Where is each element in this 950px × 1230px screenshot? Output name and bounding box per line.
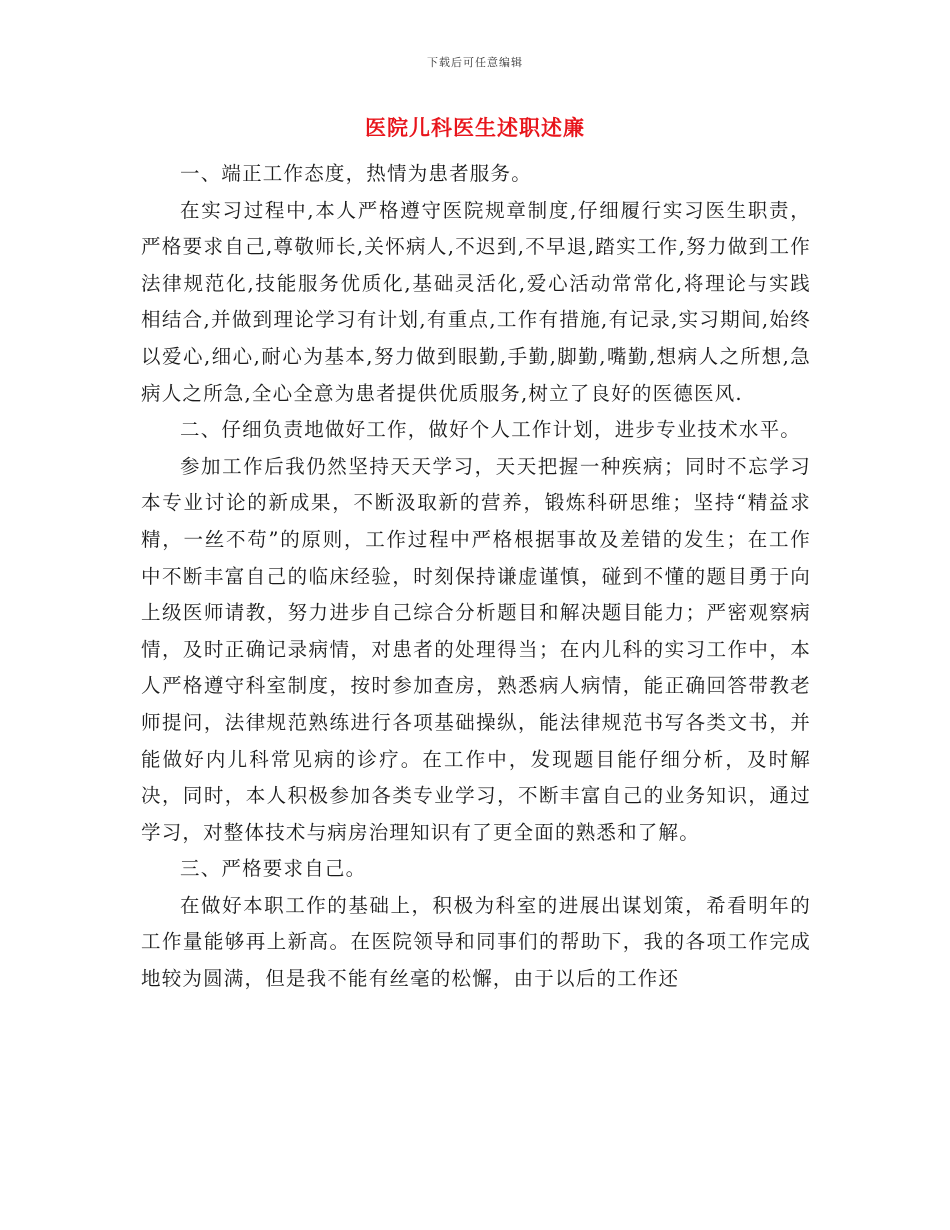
section-heading-3: 三、严格要求自己。 bbox=[180, 857, 367, 881]
paragraph-3: 在做好本职工作的基础上，积极为科室的进展出谋划策，希看明年的工作量能够再上新高。在医院领导和同事们的帮助下，我的各项工作完成地较为圆满，但是我不能有丝毫的松懈，由于以后的工作还 bbox=[141, 893, 811, 991]
paragraph-2: 参加工作后我仍然坚持天天学习，天天把握一种疾病；同时不忘学习本专业讨论的新成果，不断汲取新的营养，锻炼科研思维；坚持“精益求精，一丝不苟”的原则，工作过程中严格根据事故及差错的发生；在工作中不断丰富自己的临床经验，时刻保持谦虚谨慎，碰到不懂的题目勇于向上级医师请教，努力进步自己综合分析题目和解决题目能力；严密观察病情，及时正确记录病情，对患者的处理得当；在内儿科的实习工作中，本人严格遵守科室制度，按时参加查房，熟悉病人病情，能正确回答带教老师提问，法律规范熟练进行各项基础操纵，能法律规范书写各类文书，并能做好内儿科常见病的诊疗。在工作中，发现题目能仔细分析，及时解决，同时，本人积极参加各类专业学习，不断丰富自己的业务知识，通过学习，对整体技术与病房治理知识有了更全面的熟悉和了解。 bbox=[141, 454, 811, 844]
header-note: 下载后可任意编辑 bbox=[427, 56, 523, 69]
section-heading-1: 一、端正工作态度，热情为患者服务。 bbox=[180, 162, 532, 185]
paragraph-1: 在实习过程中,本人严格遵守医院规章制度,仔细履行实习医生职责，严格要求自己,尊敬师长,关怀病人,不迟到,不早退,踏实工作,努力做到工作法律规范化,技能服务优质化,基础灵活化,爱心活动常常化,将理论与实践相结合,并做到理论学习有计划,有重点,工作有措施,有记录,实习期间,始终以爱心,细心,耐心为基本,努力做到眼勤,手勤,脚勤,嘴勤,想病人之所想,急病人之所急,全心全意为患者提供优质服务,树立了良好的医德医风. bbox=[141, 198, 811, 405]
document-body bbox=[141, 156, 811, 998]
document-title: 医院儿科医生述职述廉 bbox=[365, 115, 585, 140]
section-heading-2: 二、仔细负责地做好工作，做好个人工作计划，进步专业技术水平。 bbox=[180, 418, 802, 442]
